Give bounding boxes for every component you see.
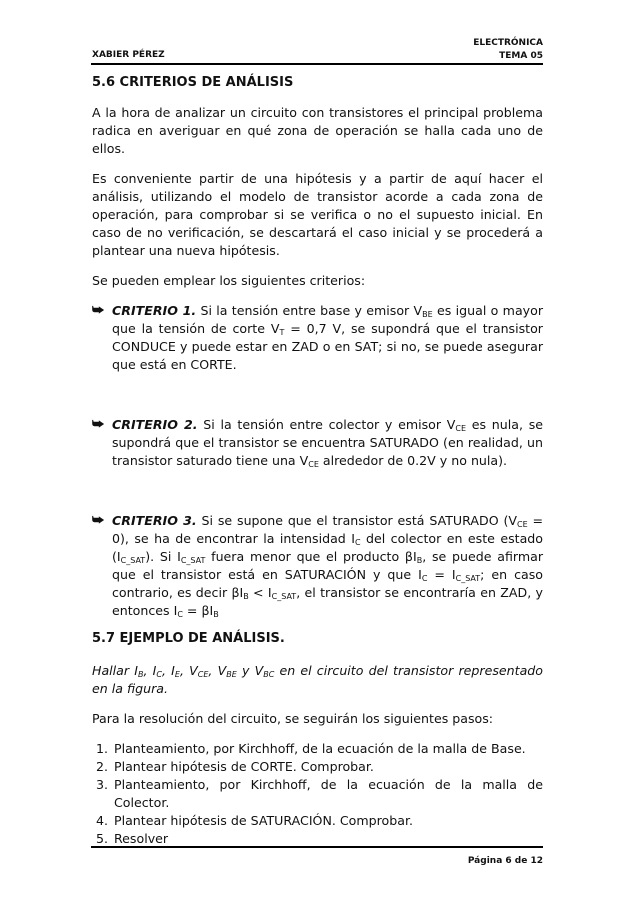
page-number: Página 6 de 12: [467, 856, 543, 866]
footer-divider: [91, 846, 543, 848]
subscript: BC: [263, 670, 275, 679]
subscript: B: [243, 592, 249, 601]
subscript: CE: [308, 460, 319, 469]
criterion-1-text: es igual o mayor que la tensión de corte V: [112, 303, 544, 336]
steps-list: [92, 740, 543, 848]
criterion-3-text: , se puede afirmar que el transistor está en SATURACIÓN y que I: [112, 549, 543, 582]
paragraph-problem-statement: [92, 662, 543, 698]
criterion-1: [92, 302, 543, 374]
criterion-2: [92, 416, 543, 470]
paragraph-hypothesis: Es conveniente partir de una hipótesis y a partir de aquí hacer el análisis, utilizando el modelo de transistor acorde a cada zona de operación, para comprobar si se verifica o no el supuesto inicial. En caso de no verificación, se descartará el caso inicial y se procederá a plantear una nueva hipótesis.: [92, 171, 543, 258]
criterion-2-text: Si la tensión entre colector y emisor V: [197, 417, 456, 432]
header-topic: TEMA 05: [499, 51, 543, 61]
criterion-2-title: CRITERIO 2.: [112, 417, 198, 432]
criterion-3-text: = I: [427, 567, 456, 582]
subscript: CE: [516, 520, 528, 529]
header-divider: [91, 63, 543, 65]
section-title-ejemplo: 5.7 EJEMPLO DE ANÁLISIS.: [92, 631, 285, 646]
subscript: C: [354, 538, 361, 547]
list-item: 4. Plantear hipótesis de SATURACIÓN. Comprobar.: [112, 812, 543, 830]
list-item: 5. Resolver: [112, 830, 543, 848]
subscript: B: [416, 556, 423, 565]
header-subject: ELECTRÓNICA: [473, 38, 543, 48]
criterion-3-text: del colector en este estado (I: [112, 531, 543, 564]
criterion-3-text: < I: [248, 585, 272, 600]
subscript: C: [421, 574, 428, 583]
subscript: C_SAT: [271, 592, 297, 601]
paragraph-intro: A la hora de analizar un circuito con transistores el principal problema radica en averiguar en qué zona de operación se halla cada uno de ellos.: [92, 105, 543, 156]
subscript: C: [156, 670, 162, 679]
arrow-bullet-icon: ⮩: [92, 513, 105, 528]
list-item: 3. Planteamiento, por Kirchhoff, de la ecuación de la malla de Colector.: [112, 776, 543, 812]
list-item: 1. Planteamiento, por Kirchhoff, de la ecuación de la malla de Base.: [112, 740, 543, 758]
subscript: BE: [422, 310, 433, 319]
subscript: C_SAT: [455, 574, 481, 583]
statement-text: en el circuito del transistor representado en la figura.: [92, 663, 543, 696]
subscript: B: [213, 610, 219, 619]
criterion-3-title: CRITERIO 3.: [112, 513, 197, 528]
section-title-criterios: 5.6 CRITERIOS DE ANÁLISIS: [92, 75, 294, 90]
criterion-3: [92, 512, 543, 620]
statement-text: , I: [143, 663, 157, 678]
criterion-3-text: ; en caso contrario, es decir βI: [112, 567, 543, 600]
criterion-1-text: Si la tensión entre base y emisor V: [196, 303, 423, 318]
statement-text: , V: [179, 663, 198, 678]
statement-text: , I: [161, 663, 175, 678]
subscript: C: [177, 610, 183, 619]
arrow-bullet-icon: ⮩: [92, 303, 105, 318]
subscript: B: [137, 670, 144, 679]
arrow-bullet-icon: ⮩: [92, 417, 105, 432]
subscript: C_SAT: [120, 556, 146, 565]
statement-text: Hallar I: [92, 663, 138, 678]
statement-text: y V: [236, 663, 264, 678]
criterion-2-text: es nula, se supondrá que el transistor se encuentra SATURADO (en realidad, un transistor saturado tiene una V: [112, 417, 544, 468]
subscript: C_SAT: [180, 556, 206, 565]
subscript: T: [279, 328, 285, 337]
statement-text: , V: [208, 663, 227, 678]
paragraph-steps-lead: Para la resolución del circuito, se seguirán los siguientes pasos:: [92, 711, 494, 726]
criterion-3-text: Si se supone que el transistor está SATURADO (V: [196, 513, 517, 528]
list-item: 2. Plantear hipótesis de CORTE. Comprobar.: [112, 758, 543, 776]
header-right: [473, 37, 543, 63]
subscript: BE: [226, 670, 237, 679]
subscript: E: [174, 670, 180, 679]
subscript: CE: [197, 670, 209, 679]
paragraph-criteria-lead: Se pueden emplear los siguientes criterios:: [92, 273, 366, 288]
criterion-3-text: = βI: [182, 603, 214, 618]
criterion-1-title: CRITERIO 1.: [112, 303, 197, 318]
criterion-3-text: fuera menor que el producto βI: [205, 549, 417, 564]
criterion-2-text: alrededor de 0.2V y no nula).: [318, 453, 508, 468]
subscript: CE: [455, 424, 467, 433]
criterion-3-text: ). Si I: [145, 549, 181, 564]
criterion-3-text: , el transistor se encontraría en ZAD, y entonces I: [112, 585, 543, 618]
header-author: XABIER PÉREZ: [92, 50, 165, 60]
page-content: [92, 74, 543, 848]
criterion-3-text: = 0), se ha de encontrar la intensidad I: [112, 513, 544, 546]
criterion-1-text: = 0,7 V, se supondrá que el transistor CONDUCE y puede estar en ZAD o en SAT; si no, se puede asegurar que está en CORTE.: [112, 321, 543, 372]
